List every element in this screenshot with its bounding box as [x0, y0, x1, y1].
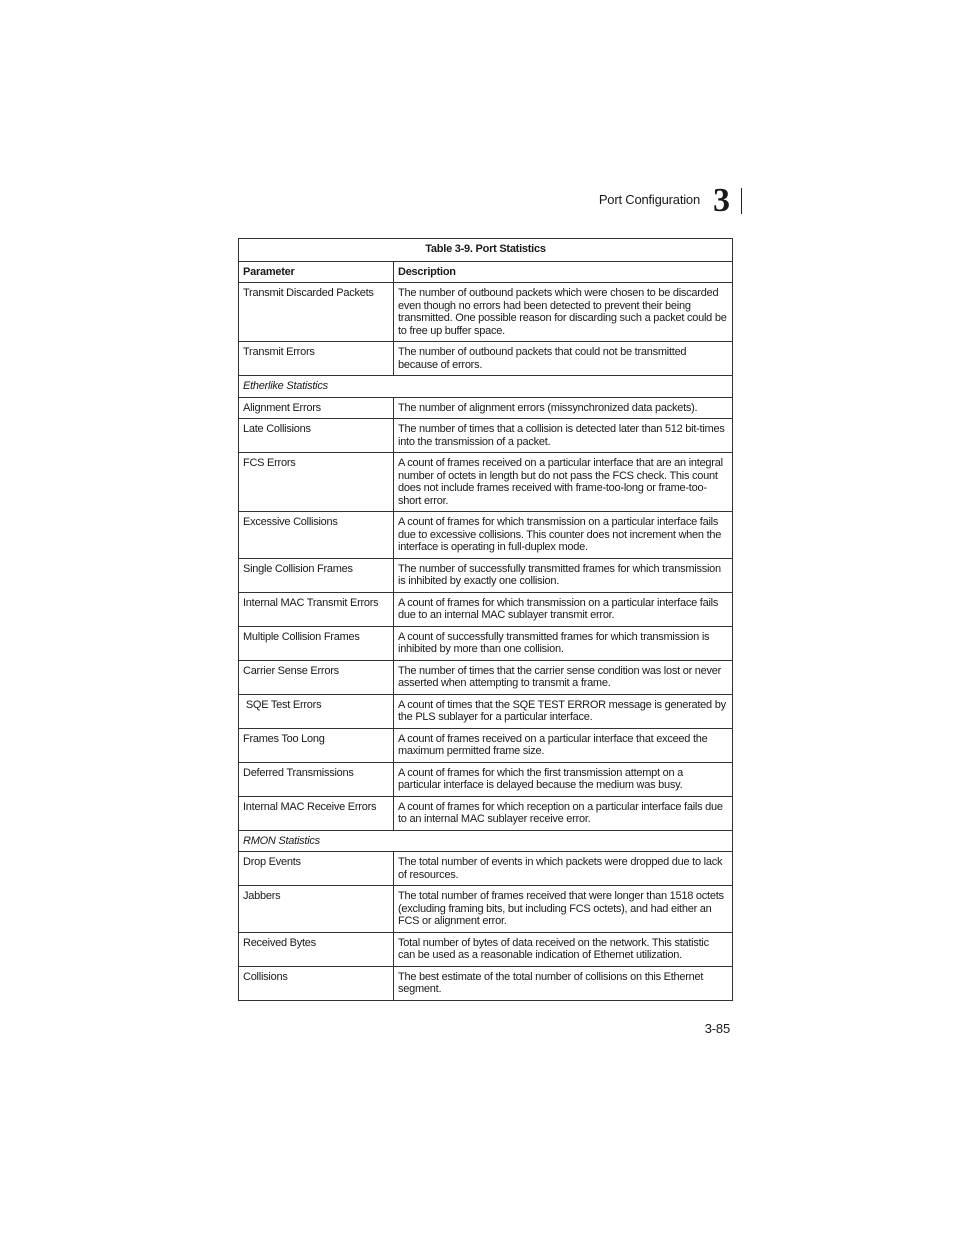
table-row [239, 419, 733, 453]
table-row [239, 728, 733, 762]
parameter-cell: Frames Too Long [239, 728, 394, 762]
parameter-cell: Internal MAC Receive Errors [239, 796, 394, 830]
section-title: Port Configuration [598, 192, 700, 207]
parameter-cell: Jabbers [239, 886, 394, 933]
table-row [239, 762, 733, 796]
table-caption-row [239, 239, 733, 262]
table-row [239, 660, 733, 694]
parameter-cell: Late Collisions [239, 419, 394, 453]
parameter-cell: Drop Events [239, 852, 394, 886]
table-row [239, 453, 733, 512]
table-header-row [239, 261, 733, 283]
description-cell: The number of outbound packets which were chosen to be discarded even though no errors had been detected to prevent their being transmitted. One possible reason for discarding such a packet could be to free up buffer space. [394, 283, 733, 342]
parameter-cell: Received Bytes [239, 932, 394, 966]
parameter-cell: Collisions [239, 966, 394, 1000]
parameter-cell: Transmit Errors [239, 342, 394, 376]
parameter-cell: Internal MAC Transmit Errors [239, 592, 394, 626]
description-cell: A count of frames received on a particular interface that exceed the maximum permitted frame size. [394, 728, 733, 762]
description-cell: The best estimate of the total number of collisions on this Ethernet segment. [394, 966, 733, 1000]
description-cell: A count of frames received on a particular interface that are an integral number of octets in length but do not pass the FCS check. This count does not include frames received with frame-too-long or frame-too-short error. [394, 453, 733, 512]
table-row [239, 592, 733, 626]
parameter-cell: SQE Test Errors [239, 694, 394, 728]
table-row [239, 796, 733, 830]
parameter-cell: Carrier Sense Errors [239, 660, 394, 694]
description-cell: The number of successfully transmitted frames for which transmission is inhibited by exactly one collision. [394, 558, 733, 592]
column-header-description: Description [394, 261, 733, 283]
table-row [239, 342, 733, 376]
description-cell: The total number of frames received that were longer than 1518 octets (excluding framing bits, but including FCS octets), and had either an FCS or alignment error. [394, 886, 733, 933]
parameter-cell: Single Collision Frames [239, 558, 394, 592]
page-number: 3-85 [704, 1021, 730, 1036]
table-caption: Table 3-9. Port Statistics [239, 239, 733, 262]
table-body [239, 283, 733, 1001]
description-cell: The number of outbound packets that could not be transmitted because of errors. [394, 342, 733, 376]
table-row [239, 694, 733, 728]
table-row [239, 852, 733, 886]
description-cell: A count of frames for which the first transmission attempt on a particular interface is delayed because the medium was busy. [394, 762, 733, 796]
table-row [239, 966, 733, 1000]
table-row [239, 558, 733, 592]
parameter-cell: Multiple Collision Frames [239, 626, 394, 660]
table-section-row [239, 376, 733, 398]
chapter-divider [741, 188, 742, 214]
parameter-cell: FCS Errors [239, 453, 394, 512]
table-row [239, 512, 733, 559]
table-row [239, 626, 733, 660]
description-cell: A count of frames for which reception on a particular interface fails due to an internal MAC sublayer receive error. [394, 796, 733, 830]
port-statistics-table [238, 238, 733, 1001]
table-section-row [239, 830, 733, 852]
description-cell: The number of times that the carrier sense condition was lost or never asserted when attempting to transmit a frame. [394, 660, 733, 694]
description-cell: A count of frames for which transmission on a particular interface fails due to excessive collisions. This counter does not increment when the interface is operating in full-duplex mode. [394, 512, 733, 559]
description-cell: A count of frames for which transmission on a particular interface fails due to an internal MAC sublayer transmit error. [394, 592, 733, 626]
parameter-cell: Transmit Discarded Packets [239, 283, 394, 342]
description-cell: The number of alignment errors (missynchronized data packets). [394, 397, 733, 419]
parameter-cell: Deferred Transmissions [239, 762, 394, 796]
description-cell: The total number of events in which packets were dropped due to lack of resources. [394, 852, 733, 886]
table-row [239, 886, 733, 933]
section-label: Etherlike Statistics [239, 376, 733, 398]
table-row [239, 283, 733, 342]
description-cell: Total number of bytes of data received on the network. This statistic can be used as a reasonable indication of Ethernet utilization. [394, 932, 733, 966]
table-row [239, 397, 733, 419]
section-label: RMON Statistics [239, 830, 733, 852]
chapter-number: 3 [713, 182, 729, 219]
table-row [239, 932, 733, 966]
column-header-parameter: Parameter [239, 261, 394, 283]
description-cell: The number of times that a collision is detected later than 512 bit-times into the transmission of a packet. [394, 419, 733, 453]
parameter-cell: Alignment Errors [239, 397, 394, 419]
description-cell: A count of times that the SQE TEST ERROR message is generated by the PLS sublayer for a particular interface. [394, 694, 733, 728]
parameter-cell: Excessive Collisions [239, 512, 394, 559]
description-cell: A count of successfully transmitted frames for which transmission is inhibited by more than one collision. [394, 626, 733, 660]
